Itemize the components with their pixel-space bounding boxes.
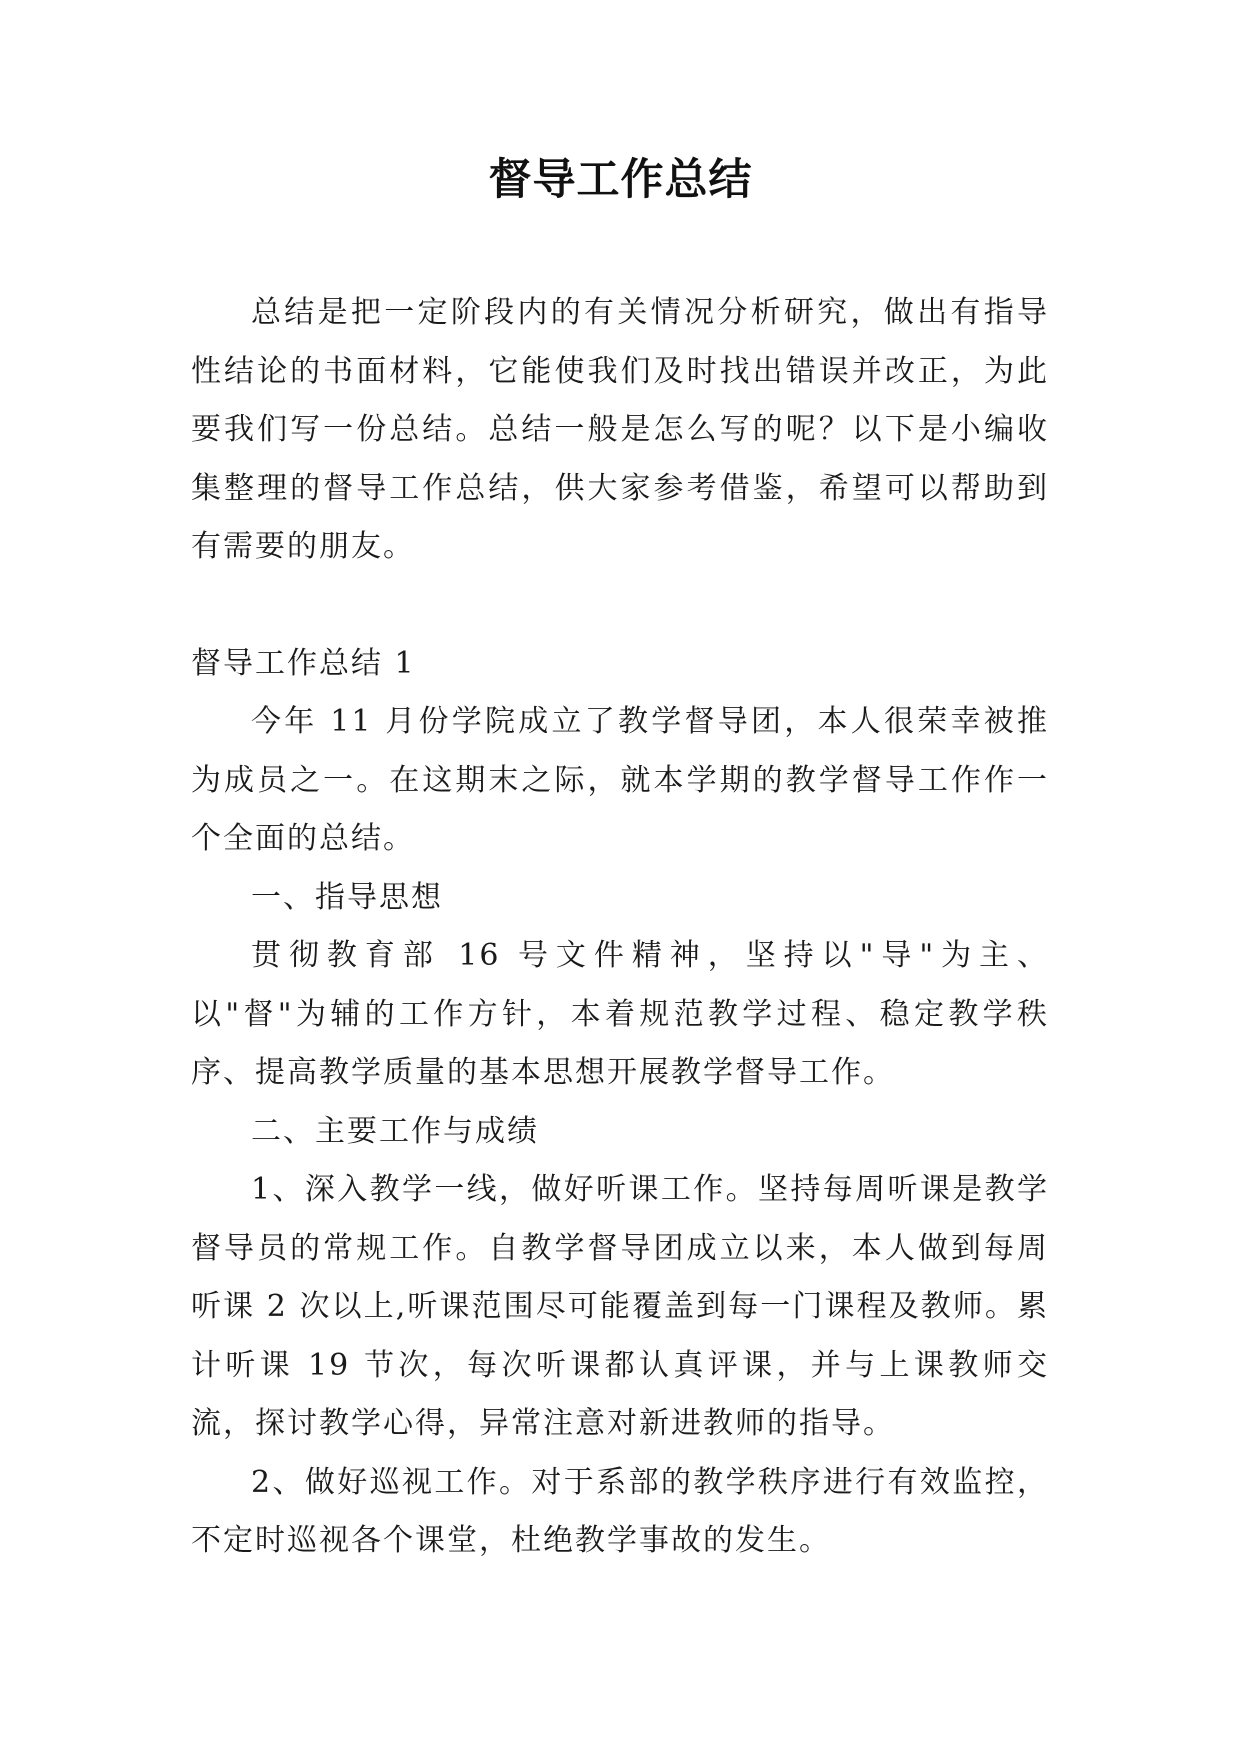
document-body [191, 284, 1049, 1571]
paragraph-guiding-principle: 贯彻教育部 16 号文件精神，坚持以"导"为主、以"督"为辅的工作方针，本着规范教学过程、稳定教学秩序、提高教学质量的基本思想开展教学督导工作。 [191, 938, 1049, 1090]
document-title: 督导工作总结 [488, 155, 753, 205]
heading-main-work: 二、主要工作与成绩 [251, 1113, 539, 1149]
paragraph-lecture-observation: 1、深入教学一线，做好听课工作。坚持每周听课是教学督导员的常规工作。自教学督导团成立以来，本人做到每周听课 2 次以上,听课范围尽可能覆盖到每一门课程及教师。累计听课 19 节次，每次听课都认真评课，并与上课教师交流，探讨教学心得，异常注意对新进教师的指导。 [191, 1172, 1049, 1441]
paragraph-spacer [191, 577, 1049, 635]
paragraph-patrol-work: 2、做好巡视工作。对于系部的教学秩序进行有效监控，不定时巡视各个课堂，杜绝教学事故的发生。 [191, 1464, 1049, 1558]
section-heading: 督导工作总结 1 [191, 645, 416, 681]
intro-paragraph: 总结是把一定阶段内的有关情况分析研究，做出有指导性结论的书面材料，它能使我们及时找出错误并改正，为此要我们写一份总结。总结一般是怎么写的呢？以下是小编收集整理的督导工作总结，供大家参考借鉴，希望可以帮助到有需要的朋友。 [191, 295, 1049, 564]
heading-guiding-principle: 一、指导思想 [251, 879, 443, 915]
paragraph-overview: 今年 11 月份学院成立了教学督导团，本人很荣幸被推为成员之一。在这期末之际，就本学期的教学督导工作作一个全面的总结。 [191, 704, 1049, 856]
